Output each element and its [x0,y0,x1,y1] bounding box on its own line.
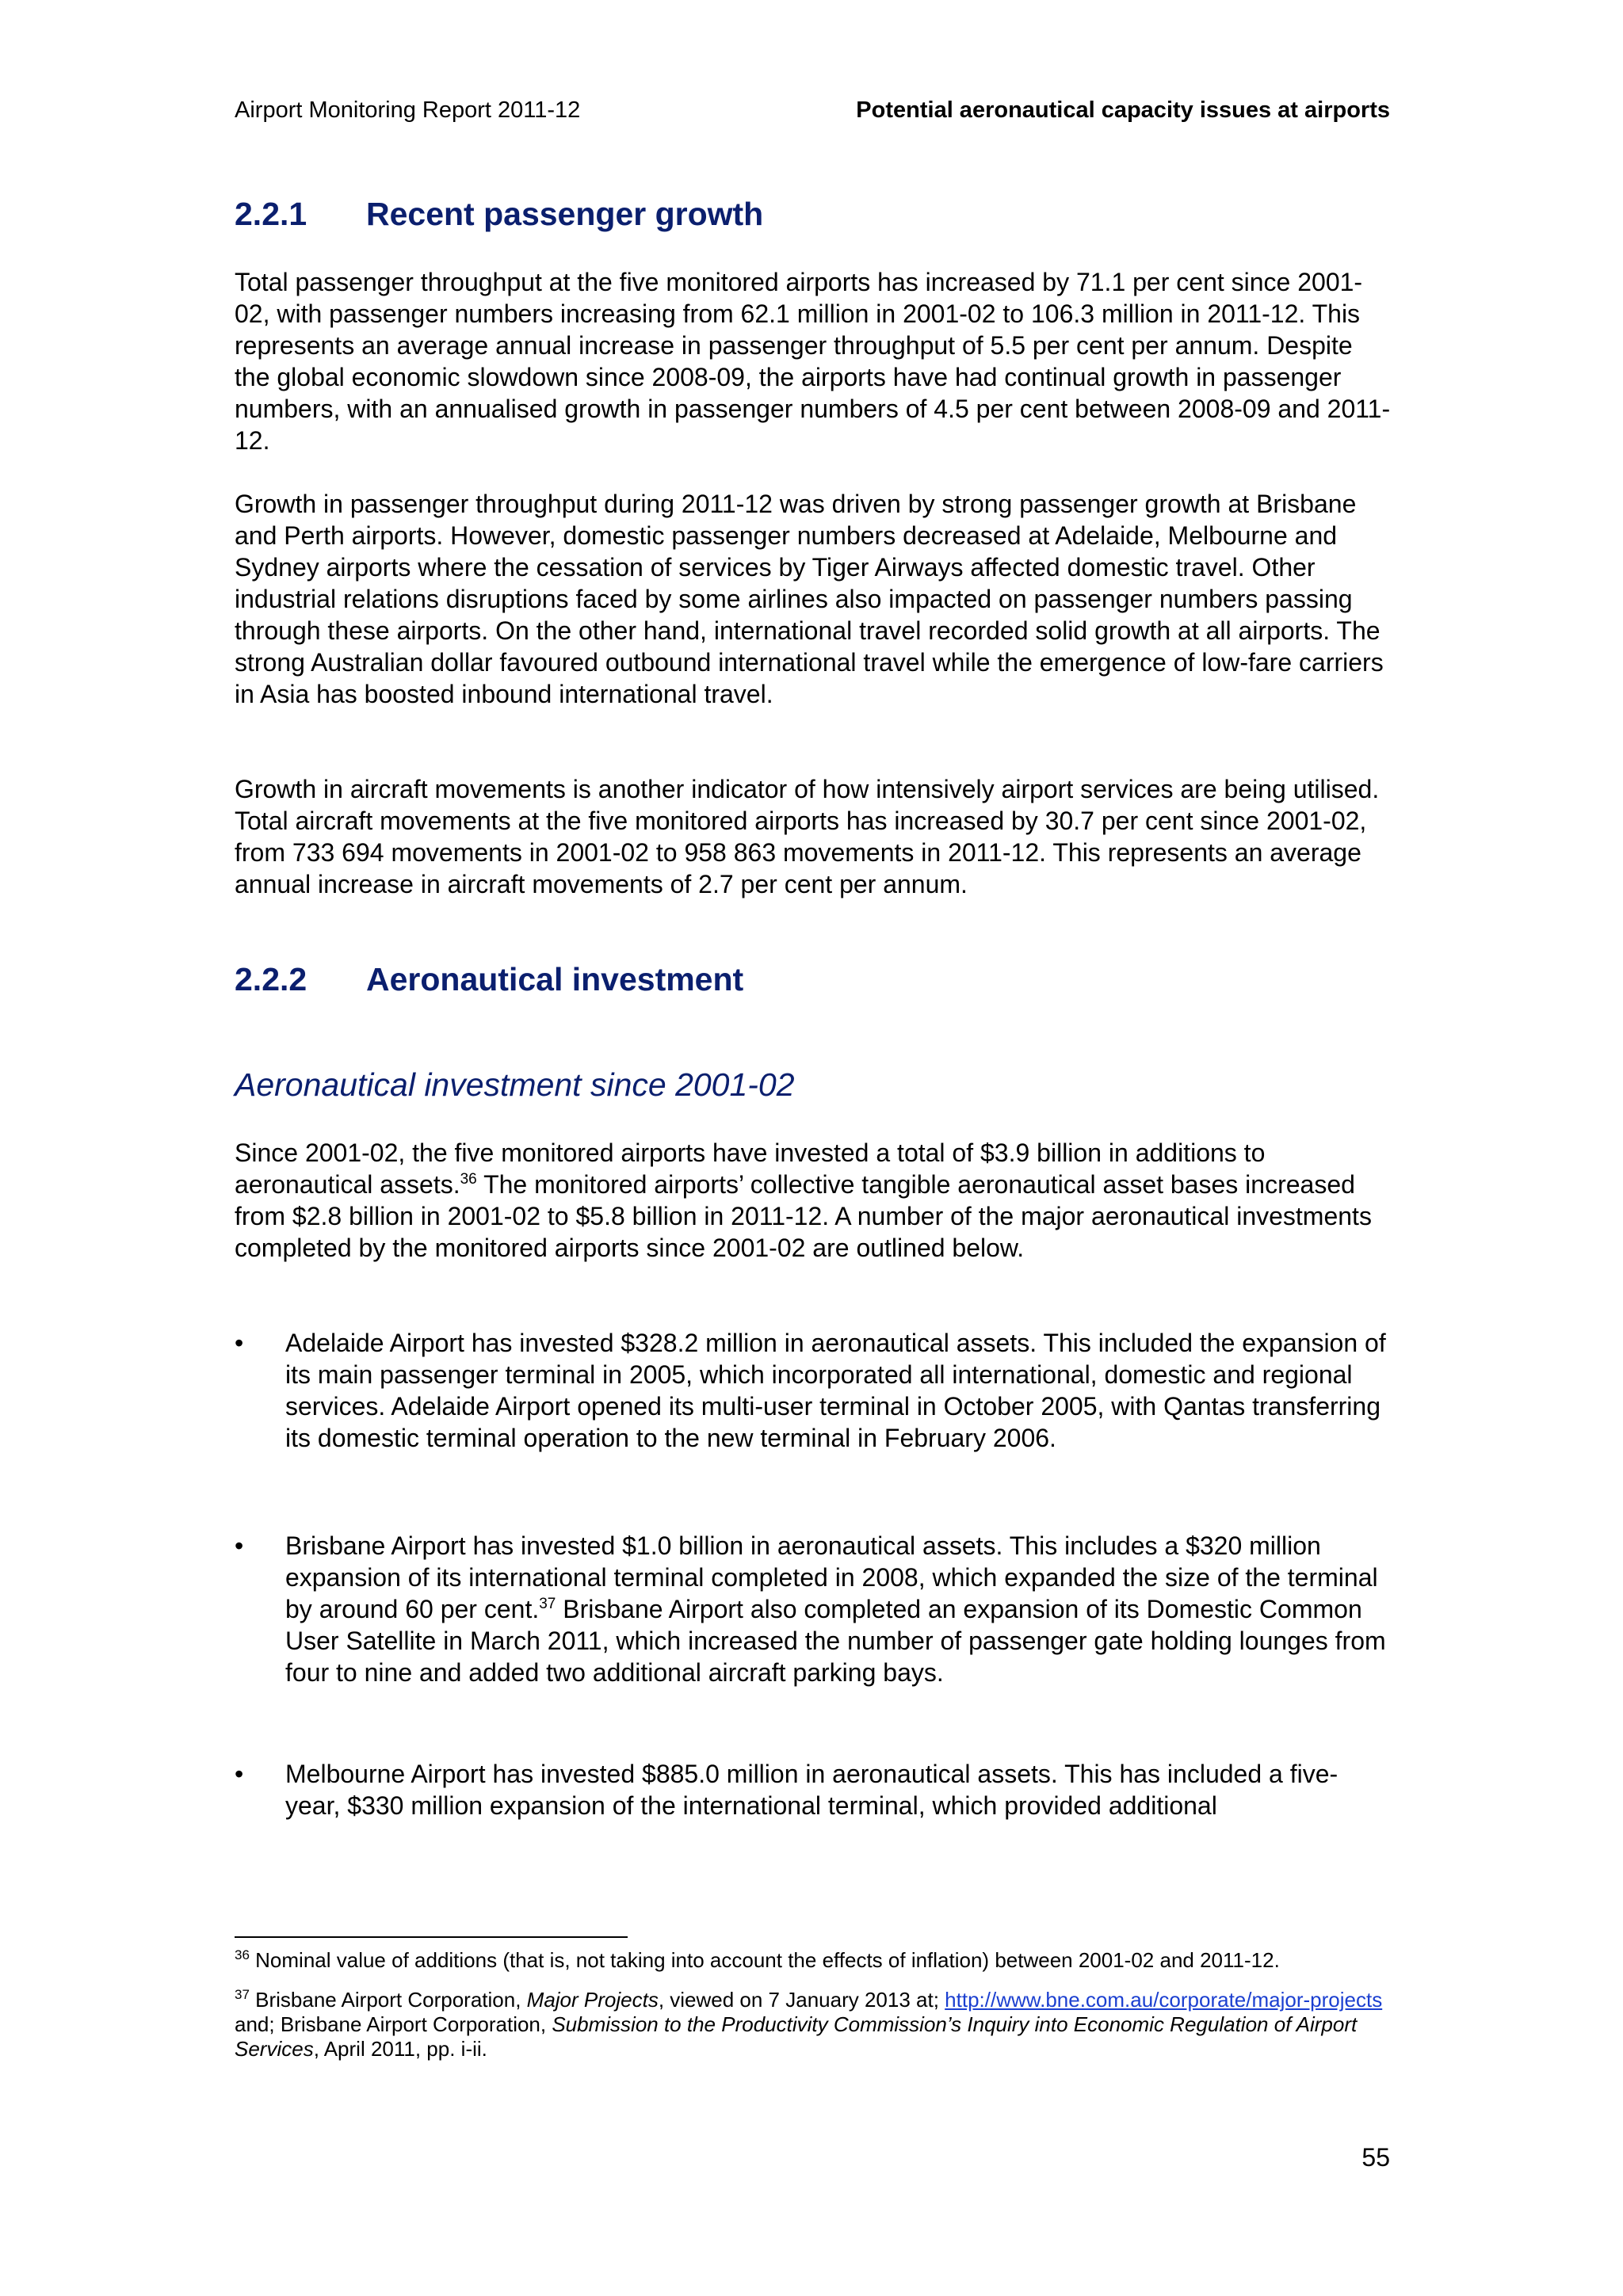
section-heading-2-2-2 [235,959,743,999]
footnote-number: 37 [235,1987,250,2002]
section-number: 2.2.2 [235,961,307,997]
section-heading-2-2-1 [235,194,763,234]
running-header-chapter-title: Potential aeronautical capacity issues at airports [856,97,1390,123]
paragraph-passenger-throughput: Total passenger throughput at the five monitored airports has increased by 71.1 per cent since 2001-02, with passenger numbers increasing from 62.1 million in 2001-02 to 106.3 million in 2011-12. This represents an average annual increase in passenger throughput of 5.5 per cent per annum. Despite the global economic slowdown since 2008-09, the airports have had continual growth in passenger numbers, with an annualised growth in passenger numbers of 4.5 per cent between 2008-09 and 2011-12. [235,268,1391,455]
running-header-report-title: Airport Monitoring Report 2011-12 [235,97,581,123]
footnote-separator [235,1936,628,1938]
major-projects-link[interactable]: http://www.bne.com.au/corporate/major-projects [945,1988,1383,2012]
footnote-37 [235,1988,1392,2061]
list-item-text: Brisbane Airport has invested $1.0 billion in aeronautical assets. This includes a $320 million expansion of its international terminal completed in 2008, which expanded the size of the terminal by around 60 per cent. [285,1531,1378,1623]
page-number: 55 [1361,2143,1390,2172]
footnote-ref-37[interactable]: 37 [539,1596,556,1612]
section-title: Aeronautical investment [366,961,744,997]
footnote-text: , viewed on 7 January 2013 at; [658,1988,945,2012]
subheading-investment-since-2001-02: Aeronautical investment since 2001-02 [235,1066,795,1103]
paragraph-growth-drivers: Growth in passenger throughput during 2011-12 was driven by strong passenger growth at Brisbane and Perth airports. However, domestic passenger numbers decreased at Adelaide, Melbourne and Sydney airports where the cessation of services by Tiger Airways affected domestic travel. Other industrial relations disruptions faced by some airlines also impacted on passenger numbers passing through these airports. On the other hand, international travel recorded solid growth at all airports. The strong Australian dollar favoured outbound international travel while the emergence of low-fare carriers in Asia has boosted inbound international travel. [235,490,1384,708]
list-item-text: Melbourne Airport has invested $885.0 million in aeronautical assets. This has included a five-year, $330 million expansion of the international terminal, which provided additional [285,1760,1338,1820]
footnote-text: and; Brisbane Airport Corporation, [235,2012,552,2036]
footnote-source-title: Major Projects [526,1988,659,2012]
text-run: The monitored airports’ collective tangible aeronautical asset bases increased from $2.8 billion in 2001-02 to $5.8 billion in 2011-12. A number of the major aeronautical investments completed by the monitored airports since 2001-02 are outlined below. [235,1170,1372,1262]
text-run: Since 2001-02, the five monitored airports have invested a total of $3.9 billion in additions to aeronautical assets. [235,1138,1266,1199]
paragraph-investment-summary [235,1137,1392,1264]
footnote-source-title: Submission to the Productivity Commission’s Inquiry into Economic Regulation of Airport Services [235,2012,1358,2061]
footnote-number: 36 [235,1947,250,1962]
footnote-text: , April 2011, pp. i-ii. [313,2037,487,2061]
footnote-text: Brisbane Airport Corporation, [249,1988,527,2012]
footnote-ref-36[interactable]: 36 [460,1171,477,1188]
list-item-brisbane [235,1530,1392,1688]
list-item-text: Adelaide Airport has invested $328.2 million in aeronautical assets. This included the expansion of its main passenger terminal in 2005, which incorporated all international, domestic and regional services. Adelaide Airport opened its multi-user terminal in October 2005, with Qantas transferring its domestic terminal operation to the new terminal in February 2006. [285,1329,1386,1452]
section-title: Recent passenger growth [366,196,764,232]
airport-investment-list [235,1530,1392,1688]
airport-investment-list [235,1758,1392,1821]
footnote-text: Nominal value of additions (that is, not taking into account the effects of inflation) between 2001-02 and 2011-12. [249,1948,1280,1972]
bullet-glyph: • [235,1531,244,1560]
paragraph-aircraft-movements: Growth in aircraft movements is another indicator of how intensively airport services are being utilised. Total aircraft movements at the five monitored airports has increased by 30.7 per cent since 2001-02, from 733 694 movements in 2001-02 to 958 863 movements in 2011-12. This represents an average annual increase in aircraft movements of 2.7 per cent per annum. [235,775,1380,898]
footnote-36 [235,1948,1392,1973]
list-item-melbourne [235,1758,1392,1821]
bullet-glyph: • [235,1329,244,1357]
section-number: 2.2.1 [235,196,307,232]
airport-investment-list [235,1327,1392,1454]
bullet-glyph: • [235,1760,244,1788]
list-item-text: Brisbane Airport also completed an expansion of its Domestic Common User Satellite in March 2011, which increased the number of passenger gate holding lounges from four to nine and added two additional aircraft parking bays. [285,1595,1386,1687]
list-item-adelaide [235,1327,1392,1454]
